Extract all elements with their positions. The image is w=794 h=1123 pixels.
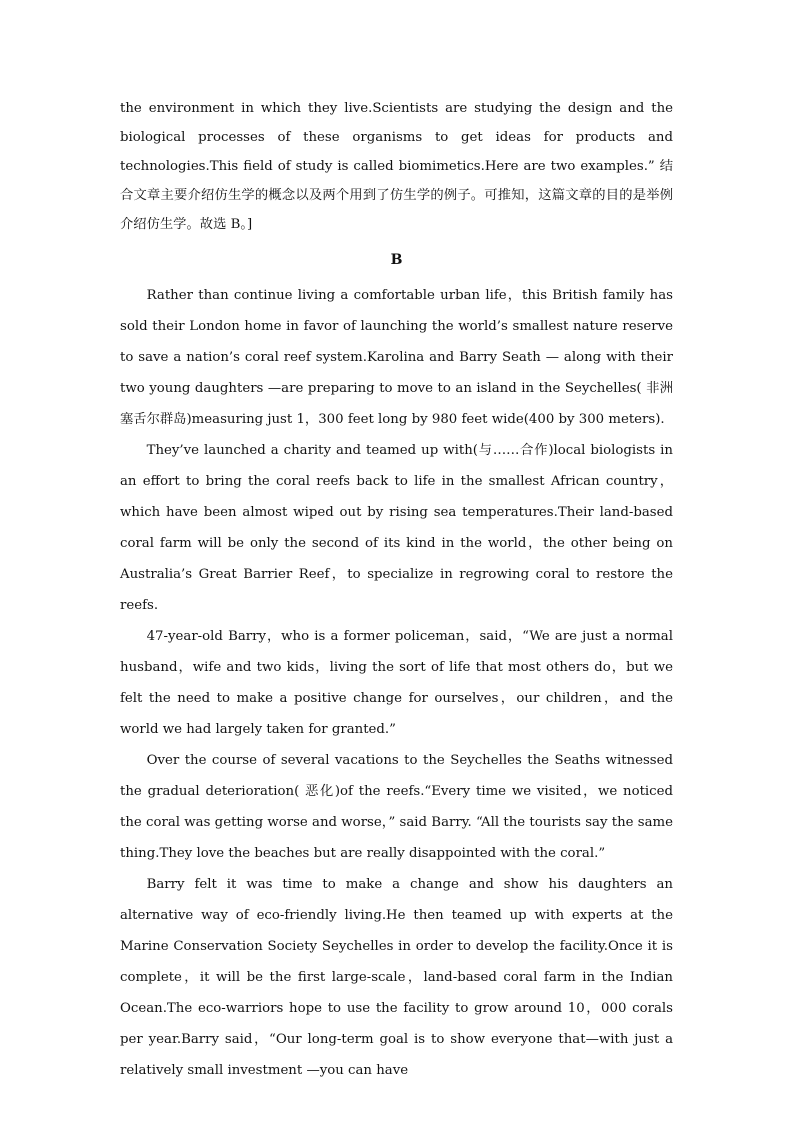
intro-paragraph: the environment in which they live.Scientists are studying the design and the biological processes of these organisms to get ideas for products and technologies.This field of study is called biomimetics.Here are two examples.” 结合文章主要介绍仿生学的概念以及两个用到了仿生学的例子。可推知，这篇文章的目的是举例介绍仿生学。故选 B。] [120, 101, 673, 232]
document-body [120, 94, 673, 1086]
paragraph-4: Over the course of several vacations to the Seychelles the Seaths witnessed the gradual deterioration( 恶化)of the reefs.“Every time we visited，we noticed the coral was getting worse and worse，” said Barry. “All the tourists say the same thing.They love the beaches but are really disappointed with the coral.” [120, 753, 673, 861]
section-heading: B [390, 252, 403, 268]
paragraph-1: Rather than continue living a comfortable urban life，this British family has sold their London home in favor of launching the world’s smallest nature reserve to save a nation’s coral reef system.Karolina and Barry Seath — along with their two young daughters —are preparing to move to an island in the Seychelles( 非洲塞舌尔群岛)measuring just 1，300 feet long by 980 feet wide(400 by 300 meters). [120, 288, 673, 427]
paragraph-2: They’ve launched a charity and teamed up with(与……合作)local biologists in an effort to bring the coral reefs back to life in the smallest African country，which have been almost wiped out by rising sea temperatures.Their land-based coral farm will be only the second of its kind in the world，the other being on Australia’s Great Barrier Reef，to specialize in regrowing coral to restore the reefs. [120, 443, 673, 613]
paragraph-3: 47-year-old Barry，who is a former policeman，said，“We are just a normal husband，wife and two kids，living the sort of life that most others do，but we felt the need to make a positive change for ourselves，our children，and the world we had largely taken for granted.” [120, 629, 673, 737]
paragraph-5: Barry felt it was time to make a change and show his daughters an alternative way of eco-friendly living.He then teamed up with experts at the Marine Conservation Society Seychelles in order to develop the facility.Once it is complete，it will be the first large-scale，land-based coral farm in the Indian Ocean.The eco-warriors hope to use the facility to grow around 10，000 corals per year.Barry said，“Our long-term goal is to show everyone that—with just a relatively small investment —you can have [120, 877, 673, 1078]
